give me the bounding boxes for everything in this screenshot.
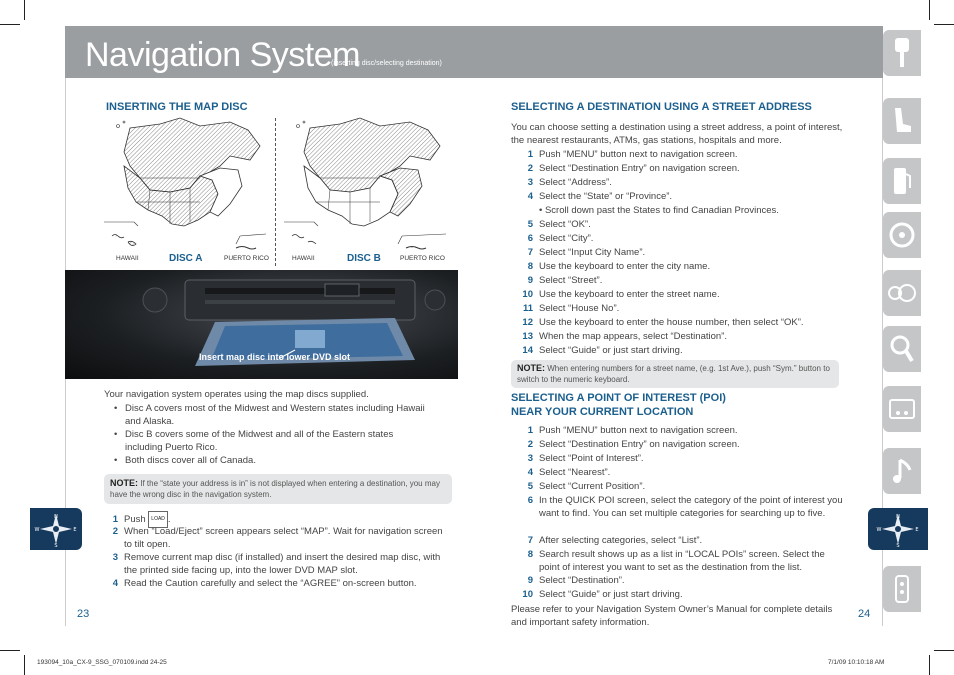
- disc-b-label: DISC B: [347, 253, 381, 264]
- step-row: [511, 163, 845, 176]
- step-number: 10: [522, 289, 533, 300]
- crop-mark: [929, 0, 930, 20]
- step-row: [511, 303, 845, 316]
- step-row: [511, 261, 845, 274]
- section-title-street-address: SELECTING A DESTINATION USING A STREET ADDRESS: [511, 101, 812, 113]
- step-text: Select “Destination”.: [539, 575, 625, 586]
- step-number: 2: [527, 439, 533, 450]
- step-number: 12: [522, 317, 533, 328]
- step-text: Select “City”.: [539, 233, 594, 244]
- step-text: Select “Nearest”.: [539, 467, 611, 478]
- step-text: In the QUICK POI screen, select the category of the point of interest you want to find. You can set multiple categories for searching up to five.: [539, 495, 843, 519]
- step-text-end: .: [167, 513, 171, 525]
- seat-icon: [889, 104, 915, 138]
- step-row: [511, 467, 845, 480]
- step-text: Use the keyboard to enter the house number, then select “OK”.: [539, 317, 804, 328]
- tab-fuel[interactable]: [883, 158, 921, 204]
- crop-mark: [0, 650, 20, 651]
- map-divider: [275, 118, 276, 266]
- tab-gauges[interactable]: [883, 270, 921, 316]
- step-text: Select “Street”.: [539, 275, 603, 286]
- step-row: [511, 589, 845, 602]
- step-number: 8: [527, 261, 533, 272]
- step-number: 3: [527, 177, 533, 188]
- step-text: • Scroll down past the States to find Canadian Provinces.: [539, 205, 779, 216]
- tab-seat[interactable]: [883, 98, 921, 144]
- compass-s: S: [54, 543, 58, 548]
- disc-intro-text: Your navigation system operates using the map discs supplied.: [104, 389, 369, 400]
- step-row: [511, 317, 845, 330]
- music-note-icon: [890, 456, 914, 486]
- step-number: 11: [522, 303, 533, 314]
- crop-mark: [24, 655, 25, 675]
- step-row: [511, 289, 845, 302]
- step-number: [511, 205, 533, 218]
- step-row: [511, 219, 845, 232]
- step-text: Select “Destination Entry” on navigation screen.: [539, 163, 740, 174]
- street-address-intro: You can choose setting a destination using a street address, a point of interest, the nearest restaurants, ATMs, gas stations, hospitals and more.: [511, 122, 843, 146]
- section-title-poi-line1: SELECTING A POINT OF INTEREST (POI): [511, 392, 726, 404]
- step-row: [511, 453, 845, 466]
- footer-timestamp: 7/1/09 10:10:18 AM: [828, 659, 885, 666]
- note-text: If the “state your address is in” is not displayed when entering a destination, you may have the wrong disc in the navigation system.: [110, 479, 440, 499]
- tab-steering[interactable]: [883, 212, 921, 258]
- step-number: 3: [112, 552, 118, 563]
- step-row: [511, 535, 845, 548]
- step-number: 1: [112, 513, 118, 525]
- step-number: 3: [527, 453, 533, 464]
- step-text: Select “Guide” or just start driving.: [539, 589, 683, 600]
- page-number-left: 23: [77, 608, 90, 620]
- crop-mark: [929, 655, 930, 675]
- map-a-puerto-rico-label: PUERTO RICO: [224, 255, 269, 262]
- step-row: [511, 205, 845, 218]
- step-number: 4: [527, 467, 533, 478]
- step-text: Use the keyboard to enter the city name.: [539, 261, 711, 272]
- note-label: NOTE:: [110, 478, 138, 488]
- compass-s: S: [896, 543, 900, 548]
- step-text: After selecting categories, select “List”.: [539, 535, 703, 546]
- dvd-slot-photo: [65, 270, 458, 379]
- crop-mark: [934, 650, 954, 651]
- step-row: [511, 345, 845, 358]
- step-text: Select “Point of Interest”.: [539, 453, 644, 464]
- step-number: 1: [527, 149, 533, 160]
- tab-audio[interactable]: [883, 386, 921, 432]
- tab-search[interactable]: [883, 326, 921, 372]
- step-row: [511, 177, 845, 190]
- page-number-right: 24: [858, 608, 871, 620]
- step-row: [511, 481, 845, 494]
- note-box-disc: [104, 474, 452, 504]
- step-text: Select the “State” or “Province”.: [539, 191, 673, 202]
- step-row: [511, 191, 845, 204]
- step-text: Select “OK”.: [539, 219, 591, 230]
- load-key-icon: LOAD: [148, 511, 168, 528]
- page-subtitle: (inserting disc/selecting destination): [331, 60, 442, 67]
- step-row: [96, 578, 452, 591]
- page-title: Navigation System: [85, 36, 360, 74]
- crop-mark: [0, 24, 20, 25]
- footer-file-info: 193094_10a_CX-9_SSG_070109.indd 24-25: [37, 659, 167, 666]
- step-text: Select “Guide” or just start driving.: [539, 345, 683, 356]
- map-b-puerto-rico-label: PUERTO RICO: [400, 255, 445, 262]
- step-text: Push “MENU” button next to navigation screen.: [539, 149, 738, 160]
- photo-caption: Insert map disc into lower DVD slot: [199, 352, 351, 362]
- map-a-hawaii-label: HAWAII: [116, 255, 139, 262]
- step-number: 9: [527, 575, 533, 586]
- map-disc-a: [100, 116, 272, 268]
- section-title-inserting-disc: INSERTING THE MAP DISC: [106, 101, 248, 113]
- step-text: When the map appears, select “Destination”.: [539, 331, 727, 342]
- step-row: [511, 439, 845, 452]
- fuel-icon: [889, 164, 915, 198]
- step-number: 6: [527, 233, 533, 244]
- step-row: [511, 247, 845, 260]
- step-text: Read the Caution carefully and select the “AGREE” on-screen button.: [124, 578, 417, 589]
- list-item: • Both discs cover all of Canada.: [125, 455, 425, 468]
- step-row: [96, 552, 452, 577]
- step-number: 5: [527, 219, 533, 230]
- list-item: • Disc A covers most of the Midwest and Western states including Hawaii and Alaska.: [125, 403, 425, 428]
- step-row: [511, 425, 845, 438]
- step-number: 10: [522, 589, 533, 600]
- crop-mark: [934, 24, 954, 25]
- step-number: 14: [522, 345, 533, 356]
- map-b-hawaii-label: HAWAII: [292, 255, 315, 262]
- step-text: Search result shows up as a list in “LOCAL POIs” screen. Select the point of interest you want to set as the destination from the list.: [539, 549, 825, 573]
- step-text: Push “MENU” button next to navigation screen.: [539, 425, 738, 436]
- dvd-unit-illustration: [65, 270, 458, 379]
- tab-key[interactable]: [883, 30, 921, 76]
- compass-icon: [34, 510, 78, 548]
- compass-badge-right: [868, 508, 928, 550]
- audio-icon: [887, 396, 917, 422]
- step-number: 2: [112, 526, 118, 537]
- compass-w: W: [34, 527, 40, 533]
- step-number: 1: [527, 425, 533, 436]
- tab-music[interactable]: [883, 448, 921, 494]
- compass-e: E: [915, 527, 919, 533]
- step-text: Select “Destination Entry” on navigation screen.: [539, 439, 740, 450]
- tab-remote[interactable]: [883, 566, 921, 612]
- disc-a-label: DISC A: [169, 253, 203, 264]
- step-row: [511, 331, 845, 344]
- step-text: Select “Input City Name”.: [539, 247, 646, 258]
- map-disc-b: [280, 116, 452, 268]
- step-row: [511, 549, 845, 574]
- step-number: 6: [527, 495, 533, 506]
- compass-n: N: [896, 514, 900, 520]
- step-row: [511, 495, 845, 520]
- steering-wheel-icon: [888, 221, 916, 249]
- search-icon: [889, 334, 915, 364]
- note-box-street: [511, 360, 839, 388]
- step-text: Select “Address”.: [539, 177, 612, 188]
- step-row: [511, 233, 845, 246]
- closing-text: Please refer to your Navigation System Owner’s Manual for complete details and important safety information.: [511, 604, 833, 628]
- step-text: Select “Current Position”.: [539, 481, 646, 492]
- compass-e: E: [73, 527, 77, 533]
- step-row: [511, 575, 845, 588]
- step-number: 4: [112, 578, 118, 589]
- compass-n: N: [54, 514, 58, 520]
- compass-icon: [876, 510, 920, 548]
- list-item: • Disc B covers some of the Midwest and all of the Eastern states including Puerto Rico.: [125, 429, 425, 454]
- note-label: NOTE:: [517, 363, 545, 373]
- compass-badge-left: [30, 508, 82, 550]
- step-number: 7: [527, 247, 533, 258]
- step-text: Remove current map disc (if installed) and insert the desired map disc, with the printed side facing up, into the lower DVD MAP slot.: [124, 552, 441, 576]
- step-row: [511, 275, 845, 288]
- crop-mark: [24, 0, 25, 20]
- step-text: Use the keyboard to enter the street name.: [539, 289, 720, 300]
- step-number: 4: [527, 191, 533, 202]
- key-icon: [890, 36, 914, 70]
- section-title-poi-line2: NEAR YOUR CURRENT LOCATION: [511, 406, 694, 418]
- step-text: Push: [124, 513, 146, 525]
- step-text: Select “House No”.: [539, 303, 620, 314]
- remote-icon: [891, 572, 913, 606]
- step-text: When “Load/Eject” screen appears select “MAP”. Wait for navigation screen to tilt open.: [124, 526, 443, 550]
- step-number: 9: [527, 275, 533, 286]
- step-number: 5: [527, 481, 533, 492]
- step-number: 13: [522, 331, 533, 342]
- step-number: 8: [527, 549, 533, 560]
- step-number: 2: [527, 163, 533, 174]
- gauges-icon: [887, 281, 917, 305]
- compass-w: W: [876, 527, 882, 533]
- note-text: When entering numbers for a street name, (e.g. 1st Ave.), push “Sym.” button to switch to the numeric keyboard.: [517, 364, 830, 384]
- step-row: [511, 149, 845, 162]
- step-row: [96, 526, 452, 551]
- step-number: 7: [527, 535, 533, 546]
